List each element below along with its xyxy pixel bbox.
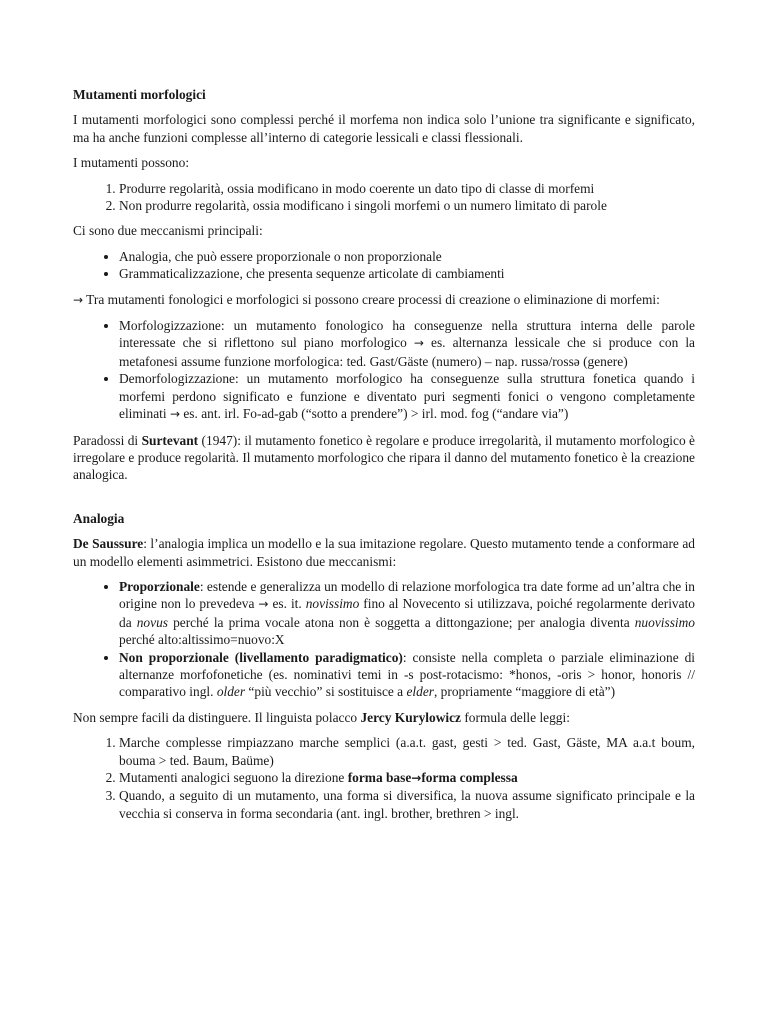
paragraph-paradossi: Paradossi di Surtevant (1947): il mutamento fonetico è regolare e produce irregolarità, il mutamento morfologico è irregolare e produce regolarità. Il mutamento morfologico che ripara il danno del mutamento fonetico è la creazione analogica. [73,432,696,483]
list-item: 3. Quando, a seguito di un mutamento, una forma si diversifica, la nuova assume significato principale e la vecchia si conserva in forma secondaria (ant. ingl. brother, brethren > ingl. [119,787,695,822]
document-body [73,86,695,830]
arrow-right-icon: → [413,336,424,351]
arrow-right-icon: → [73,292,84,307]
list-item: • Analogia, che può essere proporzionale o non proporzionale [119,248,695,265]
paragraph-de-saussure: De Saussure: l’analogia implica un modello e la sua imitazione regolare. Questo mutamento tende a conformare ad un modello elementi asimmetrici. Esistono due meccanismi: [73,536,695,569]
arrow-right-icon: → [258,597,269,612]
list-item: 1. Marche complesse rimpiazzano marche semplici (a.a.t. gast, gesti > ted. Gast, Gäste, MA a.a.t boum, bouma > ted. Baum, Baüme) [119,734,695,769]
list-item: 2. Non produrre regolarità, ossia modificano i singoli morfemi o un numero limitato di parole [119,197,695,214]
list-item: 1. Produrre regolarità, ossia modificano in modo coerente un dato tipo di classe di morfemi [119,180,695,197]
paragraph-meccanismi: Ci sono due meccanismi principali: [73,223,263,239]
section-title-mutamenti: Mutamenti morfologici [73,87,206,102]
list-item: • Grammaticalizzazione, che presenta sequenze articolate di cambiamenti [119,265,695,282]
list-item: • Demorfologizzazione: un mutamento morfologico ha conseguenze sulla struttura fonetica quando i morfemi perdono significato e funzione e diventato puri segmenti fonici o vengono completamente eliminati → es. ant. irl. Fo-ad-gab (“sotto a prendere”) > irl. mod. fog (“andare via”) [119,370,695,423]
list-item: 2. Mutamenti analogici seguono la direzione forma base→forma complessa [119,769,695,787]
section-spacer [73,492,695,510]
paragraph-kurylowicz: Non sempre facili da distinguere. Il linguista polacco Jercy Kurylowicz formula delle leggi: [73,709,570,725]
bullet-list-morfologizzazione [73,317,695,423]
paragraph-intro: I mutamenti morfologici sono complessi perché il morfema non indica solo l’unione tra significante e significato, ma ha anche funzioni complesse all’interno di categorie lessicali e classi flessionali. [73,112,695,145]
paragraph-mutamenti-possono: I mutamenti possono: [73,155,190,171]
list-item: • Morfologizzazione: un mutamento fonologico ha conseguenze nella struttura interna delle parole interessate che si riflettono sul piano morfologico → es. alternanza lessicale che si produce con la metafonesi assume funzione morfologica: ted. Gast/Gäste (numero) – nap. russə/rossə (genere) [119,317,695,370]
bullet-list-analogia [73,578,695,701]
arrow-right-icon: → [411,771,422,785]
list-item: • Proporzionale: estende e generalizza un modello di relazione morfologica tra date forme ad un’altra che in origine non lo prevedeva → es. it. novissimo fino al Novecento si utilizzava, poiché regolarmente derivato da novus perché la prima vocale atona non è soggetta a dittongazione; per analogia diventa nuovissimo perché alto:altissimo=nuovo:X [119,578,695,649]
numbered-list-regolarita [73,180,695,215]
arrow-right-icon: → [169,407,181,422]
paragraph-processi: → Tra mutamenti fonologici e morfologici si possono creare processi di creazione o eliminazione di morfemi: [73,291,660,307]
section-title-analogia: Analogia [73,510,125,526]
list-item: • Non proporzionale (livellamento paradigmatico): consiste nella completa o parziale eliminazione di alternanze morfofonetiche (es. nominativi temi in -s post-rotacismo: *honos, -oris > honor, honoris // comparativo ingl. older “più vecchio” si sostituisce a elder, propriamente “maggiore di età”) [119,649,695,701]
bullet-list-meccanismi [73,248,695,283]
numbered-list-leggi [73,734,695,822]
